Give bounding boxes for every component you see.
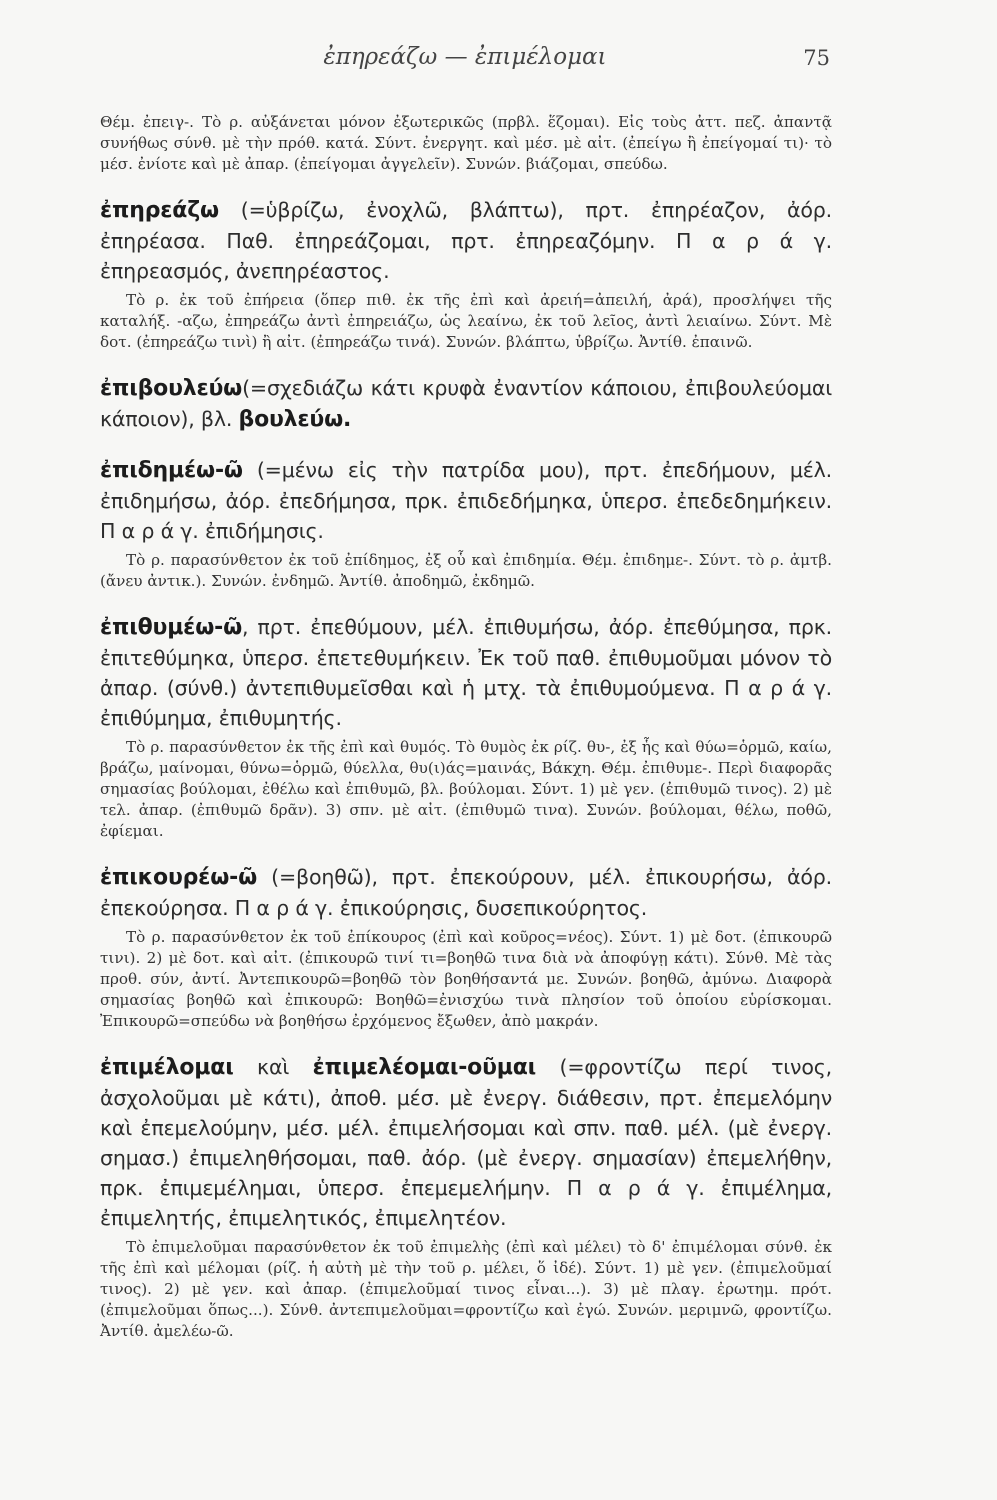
- definition: , πρτ. ἐπεθύμουν, μέλ. ἐπιθυμήσω, ἀόρ. ἐπεθύμησα, πρκ. ἐπιτεθύμηκα, ὑπερσ. ἐπετεθυμήκειν. Ἐκ τοῦ παθ. ἐπιθυμοῦμαι μόνον τὸ ἀπαρ. (σύνθ.) ἀντεπιθυμεῖσθαι καὶ ἡ μτχ. τὰ ἐπιθυμούμενα. Π α ρ ά γ. ἐπιθύμημα, ἐπιθυμητής.: [100, 615, 832, 730]
- crossref-link: βουλεύω.: [238, 407, 352, 432]
- entry-note: Τὸ ρ. ἐκ τοῦ ἐπήρεια (ὅπερ πιθ. ἐκ τῆς ἐπὶ καὶ ἀρειή=ἀπειλή, ἀρά), προσλήψει τῆς καταλήξ. -αζω, ἐπηρεάζω ἀντὶ ἐπηρειάζω, ὡς λεαίνω, ἐκ τοῦ λεῖος, ἀντὶ λειαίνω. Σύντ. Μὲ δοτ. (ἐπηρεάζω τινὶ) ἢ αἰτ. (ἐπηρεάζω τινά). Συνών. βλάπτω, ὑβρίζω. Ἀντίθ. ἐπαινῶ.: [100, 291, 832, 351]
- entry-note: Τὸ ἐπιμελοῦμαι παρασύνθετον ἐκ τοῦ ἐπιμελὴς (ἐπὶ καὶ μέλει) τὸ δ' ἐπιμέλομαι σύνθ. ἐκ τῆς ἐπὶ καὶ μέλομαι (ρίζ. ἡ αὐτὴ μὲ τὴν τοῦ ρ. μέλει, ὅ ἰδέ). Σύντ. 1) μὲ γεν. (ἐπιμελοῦμαί τινος). 2) μὲ γεν. καὶ ἀπαρ. (ἐπιμελοῦμαί τινος εἶναι...). 3) μὲ πλαγ. ἐρωτημ. πρότ. (ἐπιμελοῦμαι ὅπως...). Σύνθ. ἀντεπιμελοῦμαι=φροντίζω καὶ ἐγώ. Συνών. μεριμνῶ, φροντίζω. Ἀντίθ. ἀμελέω-ῶ.: [100, 1238, 832, 1340]
- entry-epithymeo: [100, 612, 832, 733]
- entry-epidimeo: [100, 455, 832, 546]
- running-header: [100, 44, 830, 76]
- definition: (=βοηθῶ), πρτ. ἐπεκούρουν, μέλ. ἐπικουρήσω, ἀόρ. ἐπεκούρησα. Π α ρ ά γ. ἐπικούρησις, δυσεπικούρητος.: [100, 865, 832, 920]
- entry-note: Τὸ ρ. παρασύνθετον ἐκ τοῦ ἐπίκουρος (ἐπὶ καὶ κοῦρος=νέος). Σύντ. 1) μὲ δοτ. (ἐπικουρῶ τινι). 2) μὲ δοτ. καὶ αἰτ. (ἐπικουρῶ τινί τι=βοηθῶ τινα διὰ νὰ ἀποφύγῃ κάτι). Σύνθ. Μὲ τὰς προθ. σύν, ἀντί. Ἀντεπικουρῶ=βοηθῶ τὸν βοηθήσαντά με. Συνών. βοηθῶ, ἀμύνω. Διαφορὰ σημασίας βοηθῶ καὶ ἐπικουρῶ: Βοηθῶ=ἐνισχύω τινὰ πλησίον τοῦ ὁποίου εὑρίσκομαι. Ἐπικουρῶ=σπεύδω νὰ βοηθήσω ἐρχόμενος ἔξωθεν, ἀπὸ μακράν.: [100, 928, 832, 1030]
- header-title: ἐπηρεάζω — ἐπιμέλομαι: [323, 44, 607, 70]
- definition: (=ὑβρίζω, ἐνοχλῶ, βλάπτω), πρτ. ἐπηρέαζον, ἀόρ. ἐπηρέασα. Παθ. ἐπηρεάζομαι, πρτ. ἐπηρεαζόμην. Π α ρ ά γ. ἐπηρεασμός, ἀνεπηρέαστος.: [100, 198, 832, 283]
- headword: ἐπιβουλεύω: [100, 376, 243, 401]
- headword-variant: ἐπιμελέομαι-οῦμαι: [312, 1055, 537, 1080]
- headword: ἐπιδημέω-ῶ: [100, 458, 243, 483]
- entry-note: Τὸ ρ. παρασύνθετον ἐκ τῆς ἐπὶ καὶ θυμός. Τὸ θυμὸς ἐκ ρίζ. θυ-, ἐξ ἧς καὶ θύω=ὁρμῶ, καίω, βράζω, μαίνομαι, θύνω=ὁρμῶ, θύελλα, θυ(ι)άς=μαινάς, Βάκχη. Θέμ. ἐπιθυμε-. Περὶ διαφορᾶς σημασίας βούλομαι, ἐθέλω καὶ ἐπιθυμῶ, βλ. βούλομαι. Σύντ. 1) μὲ γεν. (ἐπιθυμῶ τινος). 2) μὲ τελ. ἀπαρ. (ἐπιθυμῶ δρᾶν). 3) σπν. μὲ αἰτ. (ἐπιθυμῶ τινα). Συνών. βούλομαι, θέλω, ποθῶ, ἐφίεμαι.: [100, 738, 832, 840]
- headword: ἐπηρεάζω: [100, 198, 219, 223]
- headword: ἐπιθυμέω-ῶ: [100, 615, 242, 640]
- intro-note: Θέμ. ἐπειγ-. Τὸ ρ. αὐξάνεται μόνον ἐξωτερικῶς (πρβλ. ἕζομαι). Εἰς τοὺς ἀττ. πεζ. ἀπαντᾷ συνήθως σύνθ. μὲ τὴν πρόθ. κατά. Σύντ. ἐνεργητ. καὶ μέσ. μὲ αἰτ. (ἐπείγω ἢ ἐπείγομαί τι)· τὸ μέσ. ἐνίοτε καὶ μὲ ἀπαρ. (ἐπείγομαι ἀγγελεῖν). Συνών. βιάζομαι, σπεύδω.: [100, 113, 832, 173]
- headword: ἐπικουρέω-ῶ: [100, 865, 257, 890]
- headword: ἐπιμέλομαι: [100, 1055, 234, 1080]
- page-number: 75: [803, 46, 830, 70]
- entry-epikoureo: [100, 862, 832, 923]
- entry-epimelomai: [100, 1052, 832, 1233]
- definition: (=σχεδιάζω κάτι κρυφὰ ἐναντίον κάποιου, ἐπιβουλεύομαι κάποιον), βλ.: [100, 376, 832, 431]
- entry-epibouleuo: [100, 373, 832, 435]
- page-body: [100, 112, 832, 1342]
- definition: (=μένω εἰς τὴν πατρίδα μου), πρτ. ἐπεδήμουν, μέλ. ἐπιδημήσω, ἀόρ. ἐπεδήμησα, πρκ. ἐπιδεδήμηκα, ὑπερσ. ἐπεδεδημήκειν. Π α ρ ά γ. ἐπιδήμησις.: [100, 458, 832, 543]
- entry-note: Τὸ ρ. παρασύνθετον ἐκ τοῦ ἐπίδημος, ἐξ οὗ καὶ ἐπιδημία. Θέμ. ἐπιδημε-. Σύντ. τὸ ρ. ἀμτβ. (ἄνευ ἀντικ.). Συνών. ἐνδημῶ. Ἀντίθ. ἀποδημῶ, ἐκδημῶ.: [100, 551, 832, 590]
- definition: (=φροντίζω περί τινος, ἀσχολοῦμαι μὲ κάτι), ἀποθ. μέσ. μὲ ἐνεργ. διάθεσιν, πρτ. ἐπεμελόμην καὶ ἐπεμελούμην, μέσ. μέλ. ἐπιμελήσομαι καὶ σπν. παθ. μέλ. (μὲ ἐνεργ. σημασ.) ἐπιμεληθήσομαι, παθ. ἀόρ. (μὲ ἐνεργ. σημασίαν) ἐπεμελήθην, πρκ. ἐπιμεμέλημαι, ὑπερσ. ἐπεμεμελήμην. Π α ρ ά γ. ἐπιμέλημα, ἐπιμελητής, ἐπιμελητικός, ἐπιμελητέον.: [100, 1055, 832, 1230]
- entry-epireazo: [100, 195, 832, 286]
- connector: καὶ: [233, 1055, 313, 1079]
